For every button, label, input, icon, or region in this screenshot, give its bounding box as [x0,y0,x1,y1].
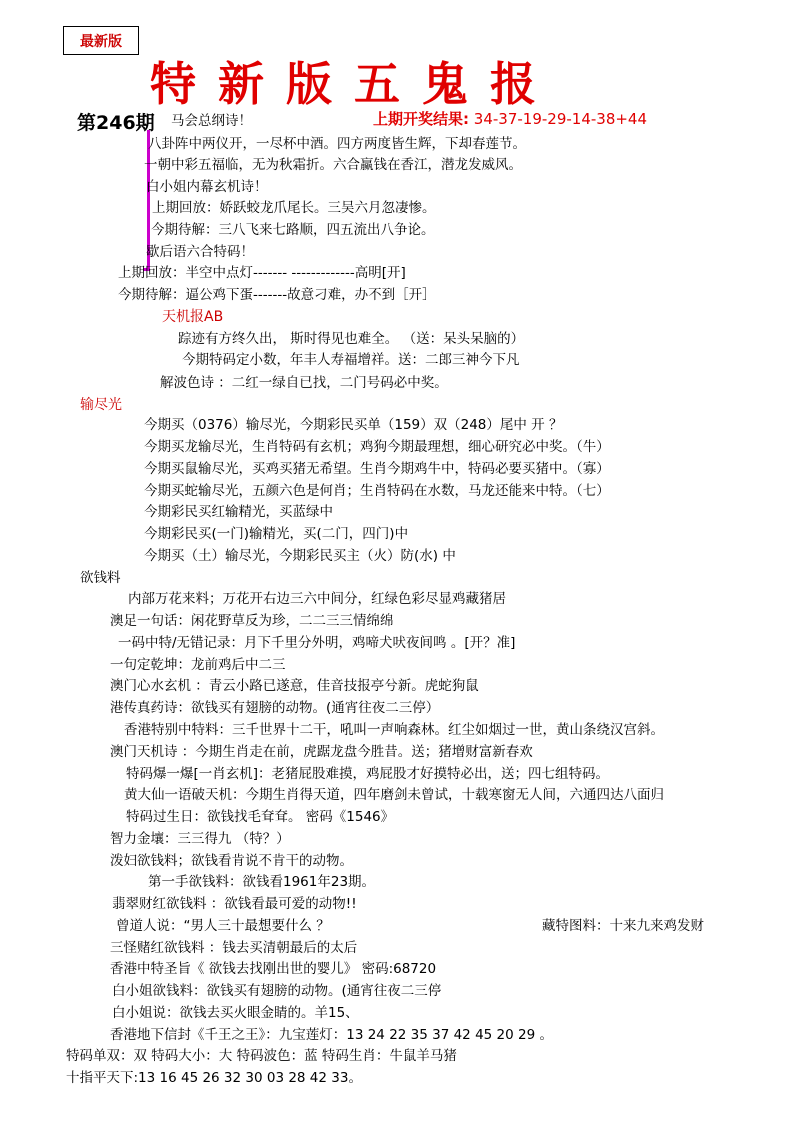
text-line: 澳足一句话：闲花野草反为珍，二二三三情绵绵 [110,613,394,629]
text-line: 今期买蛇输尽光，五颜六色是何肖；生肖特码在水数，马龙还能来中特。（七） [144,483,610,499]
latest-edition-badge: 最新版 [63,26,139,55]
text-line: 特码单双：双 特码大小：大 特码波色：蓝 特码生肖：牛鼠羊马猪 [66,1048,457,1064]
last-draw-results [373,108,647,129]
text-line: 一句定乾坤：龙前鸡后中二三 [110,657,286,673]
section-heading: 白小姐内幕玄机诗！ [146,179,268,195]
text-line: 港传真药诗：欲钱买有翅膀的动物。(通宵往夜二三停） [110,700,440,716]
section-heading: 歇后语六合特码！ [146,244,254,260]
text-line: 今期买龙输尽光，生肖特码有玄机；鸡狗今期最理想，细心研究必中奖。（牛） [144,439,610,455]
text-line: 香港特别中特料：三千世界十二干，吼叫一声响森林。红尘如烟过一世，黄山条绕汉宫斜。 [124,722,664,738]
text-line: 三怪赌红欲钱料 ：钱去买清朝最后的太后 [110,940,358,956]
text-line: 今期买（0376）输尽光，今期彩民买单（159）双（248）尾中 开 ？ [144,417,563,433]
issue-number: 第246期 [77,112,155,134]
last-draw-label: 上期开奖结果: [373,110,469,128]
text-line: 一码中特/无错记录：月下千里分外明，鸡啼犬吠夜间鸣 。[开？准] [118,635,516,651]
text-line: 澳门天机诗 ：今期生肖走在前，虎踞龙盘今胜昔。送；猪增财富新春欢 [110,744,533,760]
text-line: 上期回放：半空中点灯------- -------------高明[开] [118,265,406,281]
text-line: 解波色诗 ：二红一绿自已找，二门号码必中奖。 [160,375,448,391]
text-line: 八卦阵中两仪开，一尽杯中酒。四方两度皆生辉，下却春莲节。 [148,136,526,152]
page-title: 特新版五鬼报 [150,57,558,111]
section-heading: 欲钱料 [80,570,121,586]
poem-heading: 马会总纲诗！ [171,113,252,129]
text-line: 十指平天下:13 16 45 26 32 30 03 28 42 33。 [66,1070,362,1086]
text-line: 一朝中彩五福临，无为秋霜折。六合赢钱在香江，潜龙发威风。 [144,157,522,173]
text-line: 今期彩民买(一门)输精光，买(二门，四门)中 [144,526,409,542]
text-line: 今期待解：逼公鸡下蛋-------故意刁难，办不到［开］ [118,287,436,303]
text-line: 今期特码定小数，年丰人寿福增祥。送：二郎三神今下凡 [182,352,520,368]
section-heading: 天机报AB [162,309,224,325]
text-line: 白小姐欲钱料：欲钱买有翅膀的动物。(通宵往夜二三停 [112,983,442,999]
text-line: 香港中特圣旨《 欲钱去找刚出世的婴儿》 密码:68720 [110,961,437,977]
text-line: 黄大仙一语破天机：今期生肖得天道，四年磨剑未曾试，十载寒窗无人间，六通四达八面归 [124,787,664,803]
text-line: 今期待解：三八飞来七路顺，四五流出八争论。 [151,222,435,238]
text-line: 泼妇欲钱料；欲钱看肯说不肯干的动物。 [110,853,353,869]
text-line: 澳门心水玄机 ：青云小路已遂意，佳音技报亭兮新。虎蛇狗鼠 [110,678,479,694]
text-line: 藏特图料：十来九来鸡发财 [542,918,704,934]
text-line: 白小姐说：欲钱去买火眼金睛的。羊15、 [112,1005,359,1021]
text-line: 今期买（土）输尽光，今期彩民买主（火）防(水) 中 [144,548,456,564]
text-line: 香港地下信封《千王之王》：九宝莲灯：13 24 22 35 37 42 45 20 29 。 [110,1027,553,1043]
last-draw-numbers: 34-37-19-29-14-38+44 [473,110,648,128]
text-line: 翡翠财红欲钱料 ：欲钱看最可爱的动物!! [112,896,357,912]
section-heading: 输尽光 [80,397,122,413]
text-line: 今期彩民买红输精光，买蓝绿中 [144,504,333,520]
text-line: 特码爆一爆[一肖玄机]：老猪屁股难摸，鸡屁股才好摸特必出，送；四七组特码。 [126,766,610,782]
text-line: 曾道人说：“男人三十最想要什么 ？ [116,918,330,934]
text-line: 智力金壤：三三得九 （特？） [110,831,290,847]
text-line: 第一手欲钱料：欲钱看1961年23期。 [148,874,376,890]
text-line: 上期回放：娇跃蛟龙爪尾长。三吴六月忽凄惨。 [152,200,436,216]
text-line: 踪迹有方终久出， 斯时得见也难全。 （送：呆头呆脑的） [178,331,525,347]
text-line: 特码过生日：欲钱找毛耷耷。 密码《1546》 [126,809,395,825]
text-line: 内部万花来料；万花开右边三六中间分，红绿色彩尽显鸡藏猪居 [128,591,506,607]
text-line: 今期买鼠输尽光，买鸡买猪无希望。生肖今期鸡牛中，特码必要买猪中。（寡） [144,461,610,477]
